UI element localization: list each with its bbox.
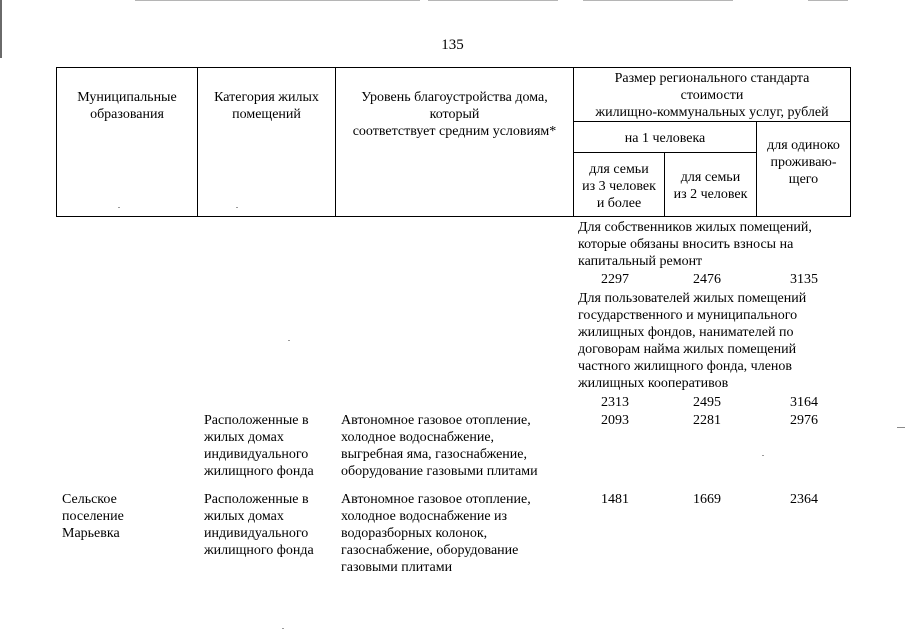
scan-edge-line: [583, 0, 733, 1]
grid-line-bottom: [56, 216, 851, 217]
header-category: Категория жилых помещений: [214, 90, 319, 122]
owners-value-family2: 2476: [693, 272, 721, 287]
scan-edge-line: [808, 0, 848, 1]
grid-line-top: [56, 67, 851, 68]
section-owners-title: Для собственников жилых помещений, которые обязаны вносить взносы на капитальный ремонт: [578, 220, 812, 269]
users-value-family3: 2313: [601, 395, 629, 410]
row-1-value-family2: 2281: [693, 413, 721, 428]
grid-line-mid: [574, 121, 851, 122]
row-2-level: Автономное газовое отопление, холодное водоснабжение из водоразборных колонок, газоснабжение, оборудование газовыми плитами: [341, 492, 531, 575]
owners-value-single: 3135: [790, 272, 818, 287]
users-value-family2: 2495: [693, 395, 721, 410]
row-1-level: Автономное газовое отопление, холодное водоснабжение, выгребная яма, газоснабжение, оборудование газовыми плитами: [341, 413, 538, 479]
scan-speck: [236, 207, 238, 208]
row-2-value-family3: 1481: [601, 492, 629, 507]
row-1-category: Расположенные в жилых домах индивидуального жилищного фонда: [204, 413, 314, 479]
users-value-single: 3164: [790, 395, 818, 410]
grid-line-sub: [574, 152, 757, 153]
scan-edge-line: [428, 0, 558, 1]
scan-speck: [762, 455, 764, 456]
scan-edge-line: [135, 0, 420, 1]
row-2-value-family2: 1669: [693, 492, 721, 507]
owners-value-family3: 2297: [601, 272, 629, 287]
grid-line-v: [850, 67, 851, 217]
scan-margin-mark: [897, 427, 905, 428]
section-users-title: Для пользователей жилых помещений государственного и муниципального жилищных фондов, нанимателей по договорам найма жилых помещений частного жилищного фонда, членов жилищных кооперативов: [578, 291, 807, 391]
header-standard-size: Размер регионального стандарта стоимости жилищно-коммунальных услуг, рублей: [595, 71, 829, 120]
row-1-value-family3: 2093: [601, 413, 629, 428]
header-family-2: для семьи из 2 человек: [673, 170, 748, 202]
scan-speck: [288, 340, 290, 341]
header-family-3: для семьи из 3 человек и более: [582, 162, 656, 211]
row-1-value-single: 2976: [790, 413, 818, 428]
header-municipalities: Муниципальные образования: [77, 90, 177, 122]
row-2-category: Расположенные в жилых домах индивидуального жилищного фонда: [204, 492, 314, 558]
scan-speck: [282, 628, 284, 629]
header-single: для одиноко проживаю- щего: [767, 138, 840, 187]
row-2-municipality: Сельское поселение Марьевка: [62, 492, 124, 541]
row-2-value-single: 2364: [790, 492, 818, 507]
scan-speck: [118, 207, 120, 208]
header-level: Уровень благоустройства дома, который соответствует средним условиям*: [352, 90, 557, 139]
header-per-person: на 1 человека: [624, 131, 706, 146]
page-number: 135: [441, 37, 464, 53]
